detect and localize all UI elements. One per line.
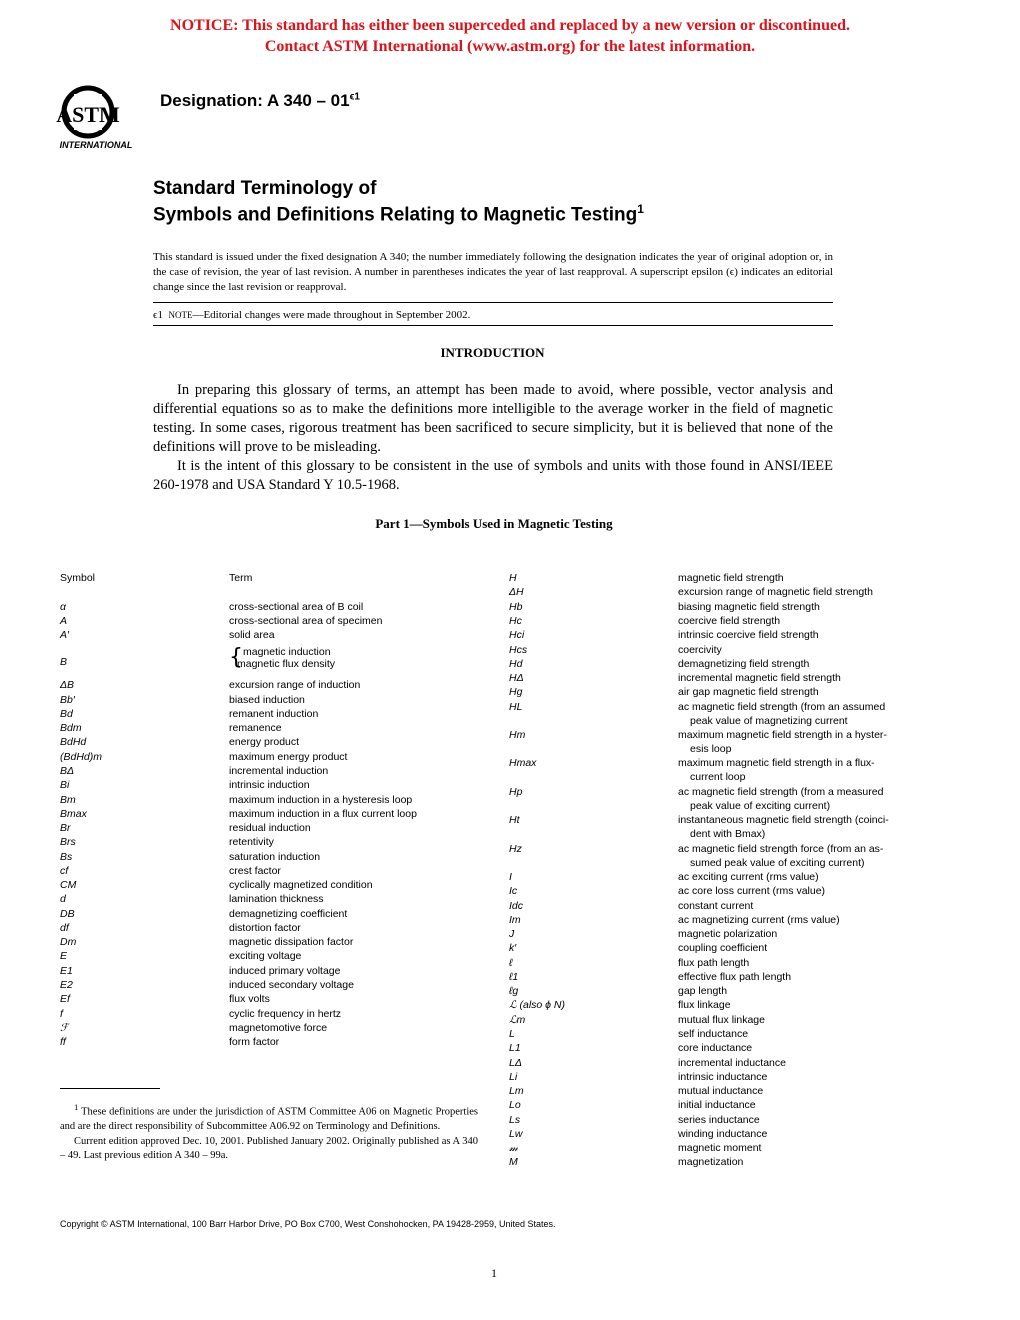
term-cell: flux linkage xyxy=(678,999,731,1011)
designation-sup: ϵ1 xyxy=(349,91,360,103)
term-cell: biased induction xyxy=(229,694,305,706)
note-mark: ϵ1 xyxy=(153,309,163,321)
symbol-cell: Lo xyxy=(509,1099,521,1111)
symbol-header: Symbol xyxy=(60,572,96,584)
term-cell: self inductance xyxy=(678,1028,749,1040)
term-cell: magnetic dissipation factor xyxy=(229,936,354,948)
term-cell: remanence xyxy=(229,722,282,734)
symbol-cell: Bmax xyxy=(60,808,87,820)
term-cell: magnetization xyxy=(678,1156,744,1168)
symbol-cell: ℓg xyxy=(509,985,519,997)
symbol-cell: Bs xyxy=(60,851,73,863)
symbol-cell: L1 xyxy=(509,1042,521,1054)
symbol-cell: Dm xyxy=(60,936,77,948)
term-cell: maximum magnetic field strength in a hyster- xyxy=(678,729,887,741)
term-cell: mutual inductance xyxy=(678,1085,764,1097)
term-header: Term xyxy=(229,572,253,584)
term-cell: demagnetizing field strength xyxy=(678,658,810,670)
footnote-p2: Current edition approved Dec. 10, 2001. Published January 2002. Originally published as A 340 – 49. Last previous edition A 340 – 99a. xyxy=(60,1135,478,1161)
term-cell: induced secondary voltage xyxy=(229,979,354,991)
term-cell: ac exciting current (rms value) xyxy=(678,871,819,883)
symbol-cell: LΔ xyxy=(509,1057,522,1069)
footnote-p1: These definitions are under the jurisdiction of ASTM Committee A06 on Magnetic Properties and are the direct responsibility of Subcommittee A06.92 on Terminology and Definitions. xyxy=(60,1106,479,1132)
symbol-cell: HL xyxy=(509,701,523,713)
symbol-cell: DB xyxy=(60,908,75,920)
symbol-cell: Br xyxy=(60,822,71,834)
note-text: —Editorial changes were made throughout in September 2002. xyxy=(192,309,471,321)
symbol-cell: k′ xyxy=(509,942,517,954)
term-cell: coupling coefficient xyxy=(678,942,768,954)
symbol-cell: E1 xyxy=(60,965,73,977)
term-cell: energy product xyxy=(229,736,300,748)
symbol-cell: H xyxy=(509,572,517,584)
symbol-cell: cf xyxy=(60,865,69,877)
term-cell: maximum energy product xyxy=(229,751,348,763)
symbol-cell: BdHd xyxy=(60,736,87,748)
term-cell: ac magnetic field strength force (from an as- xyxy=(678,843,884,855)
term-cell: intrinsic induction xyxy=(229,779,310,791)
astm-logo xyxy=(46,82,146,152)
term-cell: demagnetizing coefficient xyxy=(229,908,348,920)
notice-line-1: NOTICE: This standard has either been superceded and replaced by a new version or discontinued. xyxy=(170,17,850,34)
term-cell: esis loop xyxy=(690,743,732,755)
term-cell: solid area xyxy=(229,629,275,641)
term-cell: intrinsic inductance xyxy=(678,1071,768,1083)
term-cell: ac core loss current (rms value) xyxy=(678,885,826,897)
symbol-cell: d xyxy=(60,893,66,905)
symbol-cell: Hz xyxy=(509,843,522,855)
symbol-cell: A′ xyxy=(60,629,69,641)
term-cell: magnetic moment xyxy=(678,1142,762,1154)
symbol-cell: df xyxy=(60,922,69,934)
intro-paragraph: It is the intent of this glossary to be consistent in the use of symbols and units with those found in ANSI/IEEE 260-1978 and USA Standard Y 10.5-1968. xyxy=(153,458,833,493)
symbol-cell: J xyxy=(509,928,515,940)
symbol-cell: Bdm xyxy=(60,722,82,734)
intro-body xyxy=(153,381,833,495)
term-cell: magnetomotive force xyxy=(229,1022,328,1034)
symbol-cell: Hm xyxy=(509,729,526,741)
term-cell: magnetic field strength xyxy=(678,572,784,584)
symbol-cell: 𝓂 xyxy=(509,1142,518,1154)
symbol-cell: Hmax xyxy=(509,757,537,769)
symbol-cell: ΔH xyxy=(509,586,524,598)
title-line-1: Standard Terminology of xyxy=(153,178,377,199)
divider xyxy=(153,325,833,326)
symbol-cell: BΔ xyxy=(60,765,75,777)
symbol-cell: Hd xyxy=(509,658,523,670)
term-cell: intrinsic coercive field strength xyxy=(678,629,819,641)
symbol-cell: Hg xyxy=(509,686,523,698)
divider xyxy=(153,302,833,303)
symbol-cell: Brs xyxy=(60,836,76,848)
term-cell: exciting voltage xyxy=(229,950,302,962)
footnote-mark: 1 xyxy=(74,1102,79,1112)
term-cell: series inductance xyxy=(678,1114,760,1126)
term-cell: maximum induction in a hysteresis loop xyxy=(229,794,413,806)
term-cell: induced primary voltage xyxy=(229,965,341,977)
title-sup: 1 xyxy=(637,202,644,216)
symbol-cell: ℓ1 xyxy=(509,971,519,983)
symbol-cell: M xyxy=(509,1156,518,1168)
symbol-cell: A xyxy=(60,615,68,627)
symbol-cell: Ls xyxy=(509,1114,521,1126)
term-cell: biasing magnetic field strength xyxy=(678,601,820,613)
intro-heading: INTRODUCTION xyxy=(440,345,545,360)
symbol-cell: Bi xyxy=(60,779,70,791)
symbol-cell: ℒm xyxy=(509,1014,526,1026)
symbol-cell: Lw xyxy=(509,1128,523,1140)
term-cell: initial inductance xyxy=(678,1099,756,1111)
term-cell: peak value of exciting current) xyxy=(690,800,831,812)
symbol-cell: E xyxy=(60,950,68,962)
symbol-cell: Hp xyxy=(509,786,523,798)
symbol-cell: Bd xyxy=(60,708,73,720)
term-cell: mutual flux linkage xyxy=(678,1014,765,1026)
term-cell: cross-sectional area of specimen xyxy=(229,615,383,627)
issuance-statement: This standard is issued under the fixed designation A 340; the number immediately following the designation indicates the year of original adoption or, in the case of revision, the year of last revision. A number in parentheses indicates the year of last reapproval. A superscript epsilon (ϵ) indicates an editorial change since the last revision or reapproval. xyxy=(153,251,833,293)
term-cell: magnetic polarization xyxy=(678,928,778,940)
symbol-cell: Idc xyxy=(509,900,524,912)
term-cell: flux volts xyxy=(229,993,270,1005)
term-cell: magnetic flux density xyxy=(237,658,336,670)
symbol-cell: ff xyxy=(60,1036,66,1048)
symbol-cell: Hcs xyxy=(509,644,528,656)
term-cell: remanent induction xyxy=(229,708,319,720)
symbol-cell: Bb′ xyxy=(60,694,75,706)
logo-letters: ASTM xyxy=(56,102,120,127)
term-cell: cyclic frequency in hertz xyxy=(229,1008,342,1020)
symbol-cell: ℒ (also ϕ N) xyxy=(509,999,565,1011)
term-cell: constant current xyxy=(678,900,754,912)
symbol-cell: L xyxy=(509,1028,515,1040)
symbol-cell: ℱ xyxy=(60,1022,69,1034)
term-cell: instantaneous magnetic field strength (coinci- xyxy=(678,814,889,826)
term-cell: saturation induction xyxy=(229,851,321,863)
term-cell: cross-sectional area of B coil xyxy=(229,601,364,613)
symbol-cell: I xyxy=(509,871,512,883)
term-cell: core inductance xyxy=(678,1042,753,1054)
symbol-cell: Ic xyxy=(509,885,518,897)
logo-word: INTERNATIONAL xyxy=(59,140,133,150)
term-cell: ac magnetic field strength (from a measured xyxy=(678,786,884,798)
symbol-cell: Hc xyxy=(509,615,522,627)
term-cell: dent with Bmax) xyxy=(690,828,766,840)
term-cell: winding inductance xyxy=(678,1128,768,1140)
term-cell: magnetic induction xyxy=(243,646,331,658)
symbol-cell: Ef xyxy=(60,993,70,1005)
symbol-cell: Ht xyxy=(509,814,520,826)
term-cell: coercivity xyxy=(678,644,722,656)
term-cell: current loop xyxy=(690,771,746,783)
term-cell: distortion factor xyxy=(229,922,301,934)
symbol-cell: HΔ xyxy=(509,672,524,684)
symbol-cell: Li xyxy=(509,1071,518,1083)
term-cell: form factor xyxy=(229,1036,280,1048)
symbol-cell: Hb xyxy=(509,601,523,613)
notice-line-2: Contact ASTM International (www.astm.org) for the latest information. xyxy=(264,38,756,55)
copyright: Copyright © ASTM International, 100 Barr Harbor Drive, PO Box C700, West Conshohocken, PA 19428-2959, United States. xyxy=(60,1219,556,1229)
term-cell: excursion range of induction xyxy=(229,679,361,691)
symbol-cell: (BdHd)m xyxy=(60,751,103,763)
term-cell: maximum induction in a flux current loop xyxy=(229,808,417,820)
symbol-cell: f xyxy=(60,1008,63,1020)
title-line-2-text: Symbols and Definitions Relating to Magnetic Testing xyxy=(153,204,638,226)
term-cell: incremental induction xyxy=(229,765,329,777)
symbol-cell: CM xyxy=(60,879,77,891)
symbol-cell: ℓ xyxy=(509,957,513,969)
designation xyxy=(160,91,360,111)
term-cell: air gap magnetic field strength xyxy=(678,686,819,698)
term-cell: cyclically magnetized condition xyxy=(229,879,373,891)
term-cell: crest factor xyxy=(229,865,281,877)
editorial-note xyxy=(153,309,470,321)
title-line-2 xyxy=(153,202,644,226)
term-cell: ac magnetizing current (rms value) xyxy=(678,914,840,926)
symbol-cell: E2 xyxy=(60,979,73,991)
term-cell: residual induction xyxy=(229,822,311,834)
symbol-cell: Hci xyxy=(509,629,525,641)
term-cell: sumed peak value of exciting current) xyxy=(690,857,865,869)
intro-paragraph: In preparing this glossary of terms, an attempt has been made to avoid, where possible, vector analysis and differential equations so as to make the definitions more intelligible to the average worker in the field of magnetic testing. In some cases, rigorous treatment has been sacrificed to secure simplicity, but it is believed that none of the definitions will prove to be misleading. xyxy=(153,382,833,455)
part1-heading: Part 1—Symbols Used in Magnetic Testing xyxy=(375,516,613,531)
term-cell: gap length xyxy=(678,985,728,997)
note-label: NOTE xyxy=(168,310,193,320)
brace: { xyxy=(229,645,243,670)
term-cell: coercive field strength xyxy=(678,615,781,627)
symbol-cell: Bm xyxy=(60,794,76,806)
term-cell: lamination thickness xyxy=(229,893,324,905)
term-cell: maximum magnetic field strength in a flux- xyxy=(678,757,875,769)
symbol-cell: α xyxy=(60,601,66,613)
footnote-rule xyxy=(60,1088,160,1089)
term-cell: effective flux path length xyxy=(678,971,792,983)
designation-text: Designation: A 340 – 01 xyxy=(160,91,350,110)
term-cell: peak value of magnetizing current xyxy=(690,715,848,727)
footnote xyxy=(60,1100,478,1164)
term-cell: incremental inductance xyxy=(678,1057,786,1069)
term-cell: excursion range of magnetic field strength xyxy=(678,586,873,598)
term-cell: ac magnetic field strength (from an assumed xyxy=(678,701,886,713)
symbol-cell: B xyxy=(60,656,68,668)
page-number: 1 xyxy=(491,1266,497,1280)
term-cell: retentivity xyxy=(229,836,274,848)
symbol-cell: ΔB xyxy=(60,679,75,691)
term-cell: flux path length xyxy=(678,957,750,969)
symbol-cell: Lm xyxy=(509,1085,524,1097)
term-cell: incremental magnetic field strength xyxy=(678,672,841,684)
symbol-cell: Im xyxy=(509,914,521,926)
